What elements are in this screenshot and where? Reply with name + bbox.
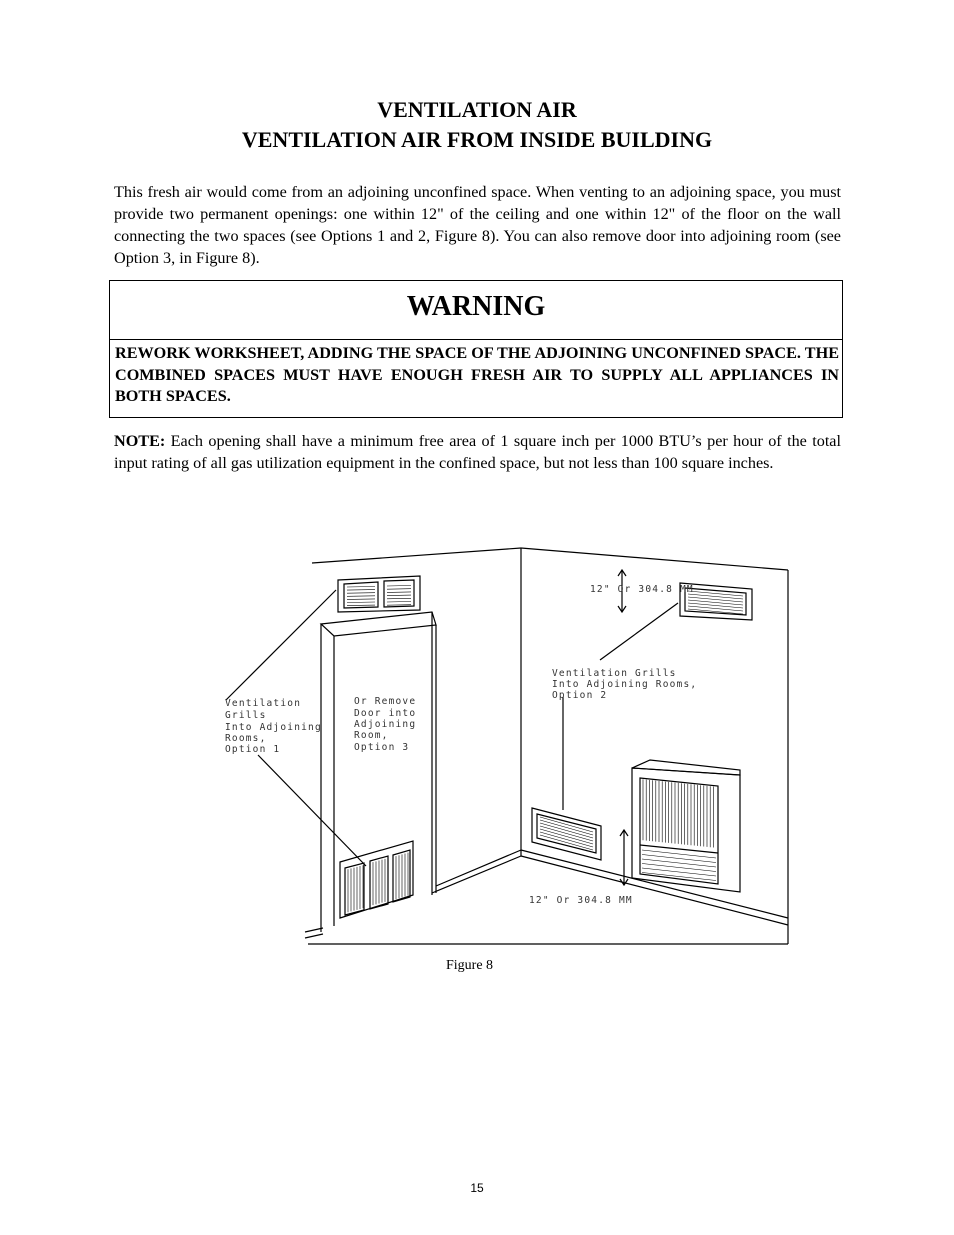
intro-paragraph: This fresh air would come from an adjoining unconfined space. When venting to an adjoining space, you must provide two permanent openings: one within 12" of the ceiling and one within 12" of the floor on the wall connecting the two spaces (see Options 1 and 2, Figure 8). You can also remove door into adjoining room (see Option 3, in Figure 8). — [114, 183, 841, 267]
ventilation-figure — [215, 540, 795, 950]
section-subtitle: VENTILATION AIR FROM INSIDE BUILDING — [241, 127, 713, 152]
option2-label-line: Ventilation Grills — [552, 668, 677, 679]
option2-label-line: Into Adjoining Rooms, — [552, 679, 698, 690]
page-number: 15 — [470, 1181, 484, 1195]
option1-label-line: Into Adjoining — [225, 722, 322, 733]
option1-label-line: Grills — [225, 710, 267, 721]
option3-label-line: Room, — [354, 730, 389, 741]
option3-label-line: Door into — [354, 708, 417, 719]
option2-label-line: Option 2 — [552, 690, 608, 701]
option3-label-line: Or Remove — [354, 696, 417, 707]
option3-label-line: Adjoining — [354, 719, 417, 730]
figure-caption: Figure 8 — [446, 958, 494, 973]
note-text: Each opening shall have a minimum free area of 1 square inch per 1000 BTU’s per hour of the total input rating of all gas utilization equipment in the confined space, but not less than 100 square inches. — [114, 432, 841, 472]
section-title: VENTILATION AIR — [377, 97, 577, 122]
option3-label-line: Option 3 — [354, 742, 410, 753]
dimension-label-top: 12" Or 304.8 MM — [590, 584, 694, 595]
warning-title: WARNING — [406, 291, 546, 322]
warning-text: REWORK WORKSHEET, ADDING THE SPACE OF THE ADJOINING UNCONFINED SPACE. THE COMBINED SPACES MUST HAVE ENOUGH FRESH AIR TO SUPPLY ALL APPLIANCES IN BOTH SPACES. — [115, 344, 839, 405]
note-label: NOTE: — [114, 432, 166, 450]
warning-divider — [110, 339, 842, 340]
option1-label-line: Ventilation — [225, 698, 302, 709]
note-paragraph — [114, 430, 841, 474]
option1-label-line: Option 1 — [225, 744, 281, 755]
dimension-label-bottom: 12" Or 304.8 MM — [529, 895, 633, 906]
option1-label-line: Rooms, — [225, 733, 267, 744]
warning-box — [109, 280, 843, 418]
